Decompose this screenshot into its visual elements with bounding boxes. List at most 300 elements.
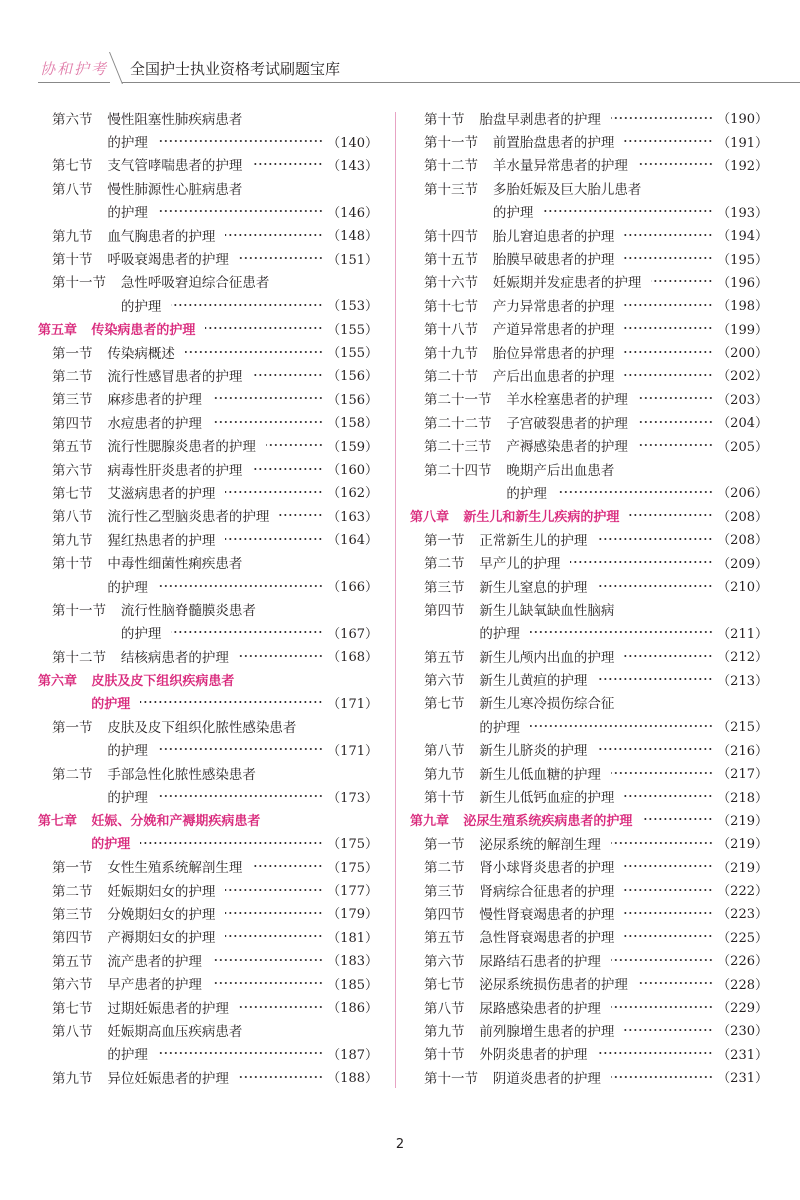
section-entry[interactable] (410, 317, 768, 340)
dot-leader (624, 303, 713, 307)
section-title: 新生儿寒冷损伤综合征 (479, 696, 615, 713)
section-entry[interactable] (410, 691, 768, 714)
dot-leader (629, 513, 713, 517)
section-entry[interactable] (410, 971, 768, 994)
section-title: 流行性乙型脑炎患者的护理 (107, 509, 270, 526)
page-reference: （175） (327, 860, 378, 876)
dot-leader (597, 677, 713, 681)
page-reference: （200） (717, 346, 768, 362)
section-entry[interactable] (410, 738, 768, 761)
section-number: 第四节 (424, 906, 465, 923)
dot-leader (158, 209, 323, 213)
section-title: 的护理 (107, 579, 148, 596)
dot-leader (225, 888, 323, 892)
section-title: 新生儿黄疸的护理 (479, 673, 588, 690)
dot-leader (239, 654, 323, 658)
page-reference: （177） (327, 884, 378, 900)
section-number: 第五节 (52, 953, 93, 970)
series-logo: 协和护考 (40, 60, 109, 78)
section-number: 第二十二节 (424, 415, 492, 432)
page-reference: （193） (717, 205, 768, 221)
page-reference: （187） (327, 1047, 378, 1063)
dot-leader (239, 1005, 323, 1009)
page-reference: （186） (327, 1001, 378, 1017)
chapter-entry[interactable] (410, 808, 768, 831)
section-title: 血气胸患者的护理 (107, 228, 216, 245)
section-entry[interactable] (38, 621, 378, 644)
page-reference: （166） (327, 580, 378, 595)
section-title: 胎膜早破患者的护理 (492, 252, 615, 269)
section-entry[interactable] (38, 527, 378, 550)
section-title: 猩红热患者的护理 (107, 532, 216, 549)
chapter-title: 新生儿和新生儿疾病的护理 (463, 509, 620, 525)
page-reference: （199） (717, 322, 768, 338)
section-entry[interactable] (38, 995, 378, 1018)
section-title: 胎盘早剥患者的护理 (479, 111, 601, 128)
section-entry[interactable] (410, 340, 768, 363)
section-entry[interactable] (38, 176, 378, 199)
section-number: 第十九节 (424, 345, 478, 362)
dot-leader (557, 490, 713, 494)
dot-leader (266, 443, 323, 447)
section-title: 产力异常患者的护理 (492, 298, 615, 315)
section-number: 第二节 (52, 883, 93, 900)
dot-leader (624, 911, 713, 915)
section-entry[interactable] (38, 363, 378, 386)
page-reference: （219） (717, 837, 768, 853)
chapter-entry[interactable] (38, 831, 378, 854)
section-entry[interactable] (410, 480, 768, 503)
section-entry[interactable] (38, 200, 378, 223)
chapter-entry[interactable] (38, 667, 378, 690)
dot-leader (597, 537, 713, 541)
section-entry[interactable] (410, 106, 768, 129)
section-title: 急性呼吸窘迫综合征患者 (120, 275, 270, 292)
page-reference: （208） (717, 509, 768, 525)
section-title: 流行性腮腺炎患者的护理 (107, 439, 256, 456)
page-reference: （155） (327, 346, 378, 362)
section-title: 传染病概述 (107, 345, 175, 362)
section-number: 第十节 (424, 111, 465, 128)
page-reference: （162） (327, 486, 378, 502)
section-entry[interactable] (38, 270, 378, 293)
section-entry[interactable] (38, 738, 378, 761)
dot-leader (638, 420, 713, 424)
section-title: 新生儿脐炎的护理 (479, 743, 588, 760)
page-reference: （171） (327, 696, 378, 712)
page-reference: （191） (717, 135, 768, 151)
page-reference: （223） (717, 907, 768, 923)
page-reference: （230） (717, 1024, 768, 1040)
dot-leader (638, 443, 713, 447)
section-entry[interactable] (410, 621, 768, 644)
section-title: 子宫破裂患者的护理 (506, 415, 628, 432)
page-reference: （179） (327, 907, 378, 923)
section-number: 第六节 (52, 111, 93, 128)
page-reference: （196） (717, 275, 768, 291)
section-title: 妊娠期高血压疾病患者 (107, 1023, 243, 1040)
chapter-number: 第八章 (410, 509, 450, 525)
section-title: 产褥感染患者的护理 (506, 439, 628, 456)
section-entry[interactable] (410, 1042, 768, 1065)
dot-leader (225, 911, 323, 915)
section-title: 新生儿缺氧缺血性脑病 (479, 602, 615, 619)
section-number: 第三节 (52, 906, 93, 923)
dot-leader (638, 396, 713, 400)
page-reference: （212） (717, 650, 768, 666)
section-entry[interactable] (38, 901, 378, 924)
dot-leader (225, 537, 323, 541)
section-entry[interactable] (410, 667, 768, 690)
section-number: 第十节 (52, 252, 93, 269)
section-number: 第六节 (52, 977, 93, 994)
dot-leader (171, 303, 323, 307)
section-number: 第一节 (52, 860, 93, 877)
dot-leader (624, 350, 713, 354)
section-number: 第十五节 (424, 252, 478, 269)
dot-leader (252, 864, 323, 868)
section-number: 第二十三节 (424, 439, 492, 456)
dot-leader (158, 1051, 323, 1055)
section-title: 泌尿系统的解剖生理 (479, 836, 601, 853)
section-title: 前列腺增生患者的护理 (479, 1023, 615, 1040)
section-entry[interactable] (38, 410, 378, 433)
section-entry[interactable] (38, 433, 378, 456)
dot-leader (158, 794, 323, 798)
dot-leader (158, 584, 323, 588)
dot-leader (185, 350, 323, 354)
section-number: 第八节 (52, 181, 93, 198)
section-entry[interactable] (38, 550, 378, 573)
page-reference: （210） (717, 580, 768, 595)
section-entry[interactable] (410, 363, 768, 386)
chapter-entry[interactable] (38, 808, 378, 831)
section-number: 第九节 (424, 1023, 465, 1040)
section-number: 第二节 (424, 556, 465, 573)
section-entry[interactable] (38, 457, 378, 480)
section-entry[interactable] (410, 410, 768, 433)
page-reference: （181） (327, 930, 378, 946)
section-number: 第十二节 (52, 649, 106, 666)
section-entry[interactable] (410, 784, 768, 807)
section-number: 第十一节 (52, 275, 106, 292)
dot-leader (611, 958, 713, 962)
dot-leader (642, 817, 713, 821)
dot-leader (212, 396, 323, 400)
section-number: 第十一节 (424, 135, 478, 152)
section-entry[interactable] (410, 387, 768, 410)
page-reference: （226） (717, 954, 768, 970)
dot-leader (239, 1075, 323, 1079)
section-title: 羊水栓塞患者的护理 (506, 392, 628, 409)
section-number: 第七节 (424, 696, 465, 713)
section-title: 的护理 (492, 205, 534, 222)
page-reference: （183） (327, 954, 378, 970)
section-number: 第二十一节 (424, 392, 492, 409)
section-entry[interactable] (38, 948, 378, 971)
section-number: 第五节 (52, 439, 93, 456)
section-entry[interactable] (410, 878, 768, 901)
section-title: 流行性脑脊髓膜炎患者 (120, 602, 256, 619)
page-reference: （225） (717, 930, 768, 946)
section-entry[interactable] (410, 246, 768, 269)
section-title: 的护理 (506, 485, 547, 502)
section-entry[interactable] (410, 948, 768, 971)
dot-leader (543, 209, 713, 213)
section-entry[interactable] (38, 784, 378, 807)
section-entry[interactable] (38, 1065, 378, 1088)
section-number: 第五节 (424, 649, 465, 666)
page-number: 2 (395, 1137, 405, 1152)
section-number: 第六节 (424, 953, 465, 970)
dot-leader (530, 630, 713, 634)
section-title: 阴道炎患者的护理 (492, 1070, 601, 1087)
dot-leader (624, 373, 713, 377)
dot-leader (611, 1075, 713, 1079)
page-reference: （190） (717, 112, 768, 128)
section-title: 的护理 (107, 205, 148, 222)
page-reference: （164） (327, 533, 378, 549)
section-number: 第七节 (424, 977, 465, 994)
section-entry[interactable] (410, 644, 768, 667)
dot-leader (624, 139, 713, 143)
page-reference: （202） (717, 369, 768, 385)
section-number: 第十三节 (424, 181, 478, 198)
section-title: 急性肾衰竭患者的护理 (479, 930, 615, 947)
chapter-title: 的护理 (91, 837, 131, 853)
section-title: 产褥期妇女的护理 (107, 930, 216, 947)
section-entry[interactable] (38, 714, 378, 737)
section-number: 第十一节 (424, 1070, 478, 1087)
section-number: 第七节 (52, 1000, 93, 1017)
page-reference: （167） (327, 626, 378, 642)
section-entry[interactable] (410, 597, 768, 620)
chapter-title: 的护理 (91, 696, 131, 712)
section-entry[interactable] (38, 855, 378, 878)
section-number: 第三节 (52, 392, 93, 409)
dot-leader (597, 1051, 713, 1055)
section-entry[interactable] (38, 761, 378, 784)
dot-leader (212, 981, 323, 985)
section-number: 第九节 (52, 228, 93, 245)
section-entry[interactable] (410, 1018, 768, 1041)
page-reference: （229） (717, 1001, 768, 1017)
section-title: 支气管哮喘患者的护理 (107, 158, 243, 175)
dot-leader (225, 934, 323, 938)
section-title: 异位妊娠患者的护理 (107, 1070, 229, 1087)
dot-leader (651, 279, 713, 283)
section-title: 正常新生儿的护理 (479, 532, 588, 549)
section-entry[interactable] (38, 574, 378, 597)
section-title: 的护理 (479, 626, 520, 643)
section-entry[interactable] (38, 246, 378, 269)
section-entry[interactable] (410, 761, 768, 784)
toc-left-column (38, 106, 378, 1088)
section-number: 第四节 (52, 930, 93, 947)
section-title: 胎位异常患者的护理 (492, 345, 615, 362)
page-reference: （218） (717, 790, 768, 806)
section-entry[interactable] (410, 925, 768, 948)
section-title: 的护理 (107, 1047, 148, 1064)
section-number: 第二节 (52, 368, 93, 385)
section-entry[interactable] (410, 901, 768, 924)
page-reference: （194） (717, 229, 768, 245)
section-entry[interactable] (38, 644, 378, 667)
section-entry[interactable] (410, 200, 768, 223)
chapter-title: 妊娠、分娩和产褥期疾病患者 (91, 813, 261, 829)
dot-leader (611, 116, 713, 120)
page-reference: （155） (327, 322, 378, 338)
page-reference: （185） (327, 977, 378, 993)
page-reference: （215） (717, 720, 768, 736)
section-number: 第八节 (424, 1000, 465, 1017)
section-number: 第三节 (424, 579, 465, 596)
chapter-number: 第七章 (38, 813, 78, 829)
section-entry[interactable] (410, 270, 768, 293)
section-number: 第二节 (52, 766, 93, 783)
section-title: 的护理 (120, 298, 162, 315)
dot-leader (171, 630, 323, 634)
section-entry[interactable] (410, 153, 768, 176)
section-entry[interactable] (38, 971, 378, 994)
section-number: 第十一节 (52, 602, 106, 619)
section-title: 的护理 (479, 719, 520, 736)
section-title: 女性生殖系统解剖生理 (107, 860, 243, 877)
section-entry[interactable] (410, 855, 768, 878)
page-reference: （175） (327, 837, 378, 853)
section-entry[interactable] (410, 129, 768, 152)
dot-leader (252, 467, 323, 471)
section-entry[interactable] (410, 433, 768, 456)
header-rule (122, 82, 800, 83)
section-entry[interactable] (38, 340, 378, 363)
section-entry[interactable] (410, 995, 768, 1018)
section-title: 新生儿低血糖的护理 (479, 766, 601, 783)
section-title: 早产儿的护理 (479, 556, 561, 573)
section-entry[interactable] (38, 1042, 378, 1065)
section-entry[interactable] (410, 176, 768, 199)
section-title: 的护理 (107, 135, 148, 152)
section-title: 呼吸衰竭患者的护理 (107, 252, 229, 269)
section-entry[interactable] (38, 925, 378, 948)
section-entry[interactable] (38, 504, 378, 527)
page-reference: （163） (327, 509, 378, 525)
section-entry[interactable] (38, 293, 378, 316)
dot-leader (205, 326, 323, 330)
section-entry[interactable] (410, 457, 768, 480)
section-entry[interactable] (410, 293, 768, 316)
chapter-number: 第九章 (410, 813, 450, 829)
section-number: 第五节 (424, 930, 465, 947)
section-entry[interactable] (410, 831, 768, 854)
section-title: 妊娠期妇女的护理 (107, 883, 216, 900)
section-number: 第八节 (52, 1023, 93, 1040)
section-entry[interactable] (410, 574, 768, 597)
section-title: 外阴炎患者的护理 (479, 1047, 588, 1064)
page-reference: （203） (717, 392, 768, 408)
dot-leader (212, 420, 323, 424)
section-entry[interactable] (38, 223, 378, 246)
dot-leader (225, 490, 323, 494)
page-reference: （228） (717, 977, 768, 993)
page-reference: （156） (327, 392, 378, 408)
section-entry[interactable] (410, 223, 768, 246)
section-number: 第十八节 (424, 322, 478, 339)
chapter-title: 传染病患者的护理 (91, 322, 196, 338)
dot-leader (624, 864, 713, 868)
section-number: 第一节 (52, 719, 93, 736)
section-entry[interactable] (410, 1065, 768, 1088)
section-number: 第六节 (52, 462, 93, 479)
section-title: 多胎妊娠及巨大胎儿患者 (492, 181, 642, 198)
dot-leader (597, 584, 713, 588)
section-title: 结核病患者的护理 (120, 649, 229, 666)
section-number: 第三节 (424, 883, 465, 900)
page-reference: （211） (717, 626, 768, 642)
page-reference: （217） (717, 767, 768, 783)
dot-leader (624, 233, 713, 237)
section-title: 手部急性化脓性感染患者 (107, 766, 256, 783)
page-reference: （208） (717, 533, 768, 549)
section-number: 第一节 (52, 345, 93, 362)
section-title: 产后出血患者的护理 (492, 368, 615, 385)
section-entry[interactable] (38, 129, 378, 152)
section-entry[interactable] (38, 1018, 378, 1041)
section-entry[interactable] (38, 480, 378, 503)
section-title: 的护理 (107, 790, 148, 807)
chapter-entry[interactable] (38, 691, 378, 714)
dot-leader (624, 934, 713, 938)
chapter-entry[interactable] (410, 504, 768, 527)
page-reference: （195） (717, 252, 768, 268)
page-reference: （188） (327, 1071, 378, 1087)
dot-leader (611, 771, 713, 775)
page-reference: （146） (327, 205, 378, 221)
section-number: 第四节 (424, 602, 465, 619)
section-title: 早产患者的护理 (107, 977, 202, 994)
section-title: 艾滋病患者的护理 (107, 485, 216, 502)
section-entry[interactable] (38, 153, 378, 176)
section-entry[interactable] (38, 878, 378, 901)
section-entry[interactable] (38, 106, 378, 129)
chapter-entry[interactable] (38, 317, 378, 340)
section-entry[interactable] (410, 527, 768, 550)
dot-leader (611, 1005, 713, 1009)
section-number: 第八节 (52, 509, 93, 526)
dot-leader (279, 513, 323, 517)
section-entry[interactable] (410, 714, 768, 737)
section-title: 慢性肺源性心脏病患者 (107, 181, 243, 198)
page-reference: （192） (717, 158, 768, 174)
dot-leader (638, 981, 713, 985)
dot-leader (225, 233, 323, 237)
section-entry[interactable] (38, 387, 378, 410)
page-reference: （159） (327, 439, 378, 455)
page-reference: （168） (327, 650, 378, 666)
page-reference: （231） (717, 1071, 768, 1087)
page-reference: （222） (717, 884, 768, 900)
section-title: 的护理 (120, 626, 162, 643)
section-entry[interactable] (410, 550, 768, 573)
page-reference: （153） (327, 299, 378, 315)
page-reference: （231） (717, 1047, 768, 1063)
dot-leader (624, 1028, 713, 1032)
dot-leader (239, 256, 323, 260)
book-title: 全国护士执业资格考试刷题宝库 (130, 60, 341, 78)
section-title: 流产患者的护理 (107, 953, 202, 970)
section-title: 新生儿窒息的护理 (479, 579, 588, 596)
section-entry[interactable] (38, 597, 378, 620)
